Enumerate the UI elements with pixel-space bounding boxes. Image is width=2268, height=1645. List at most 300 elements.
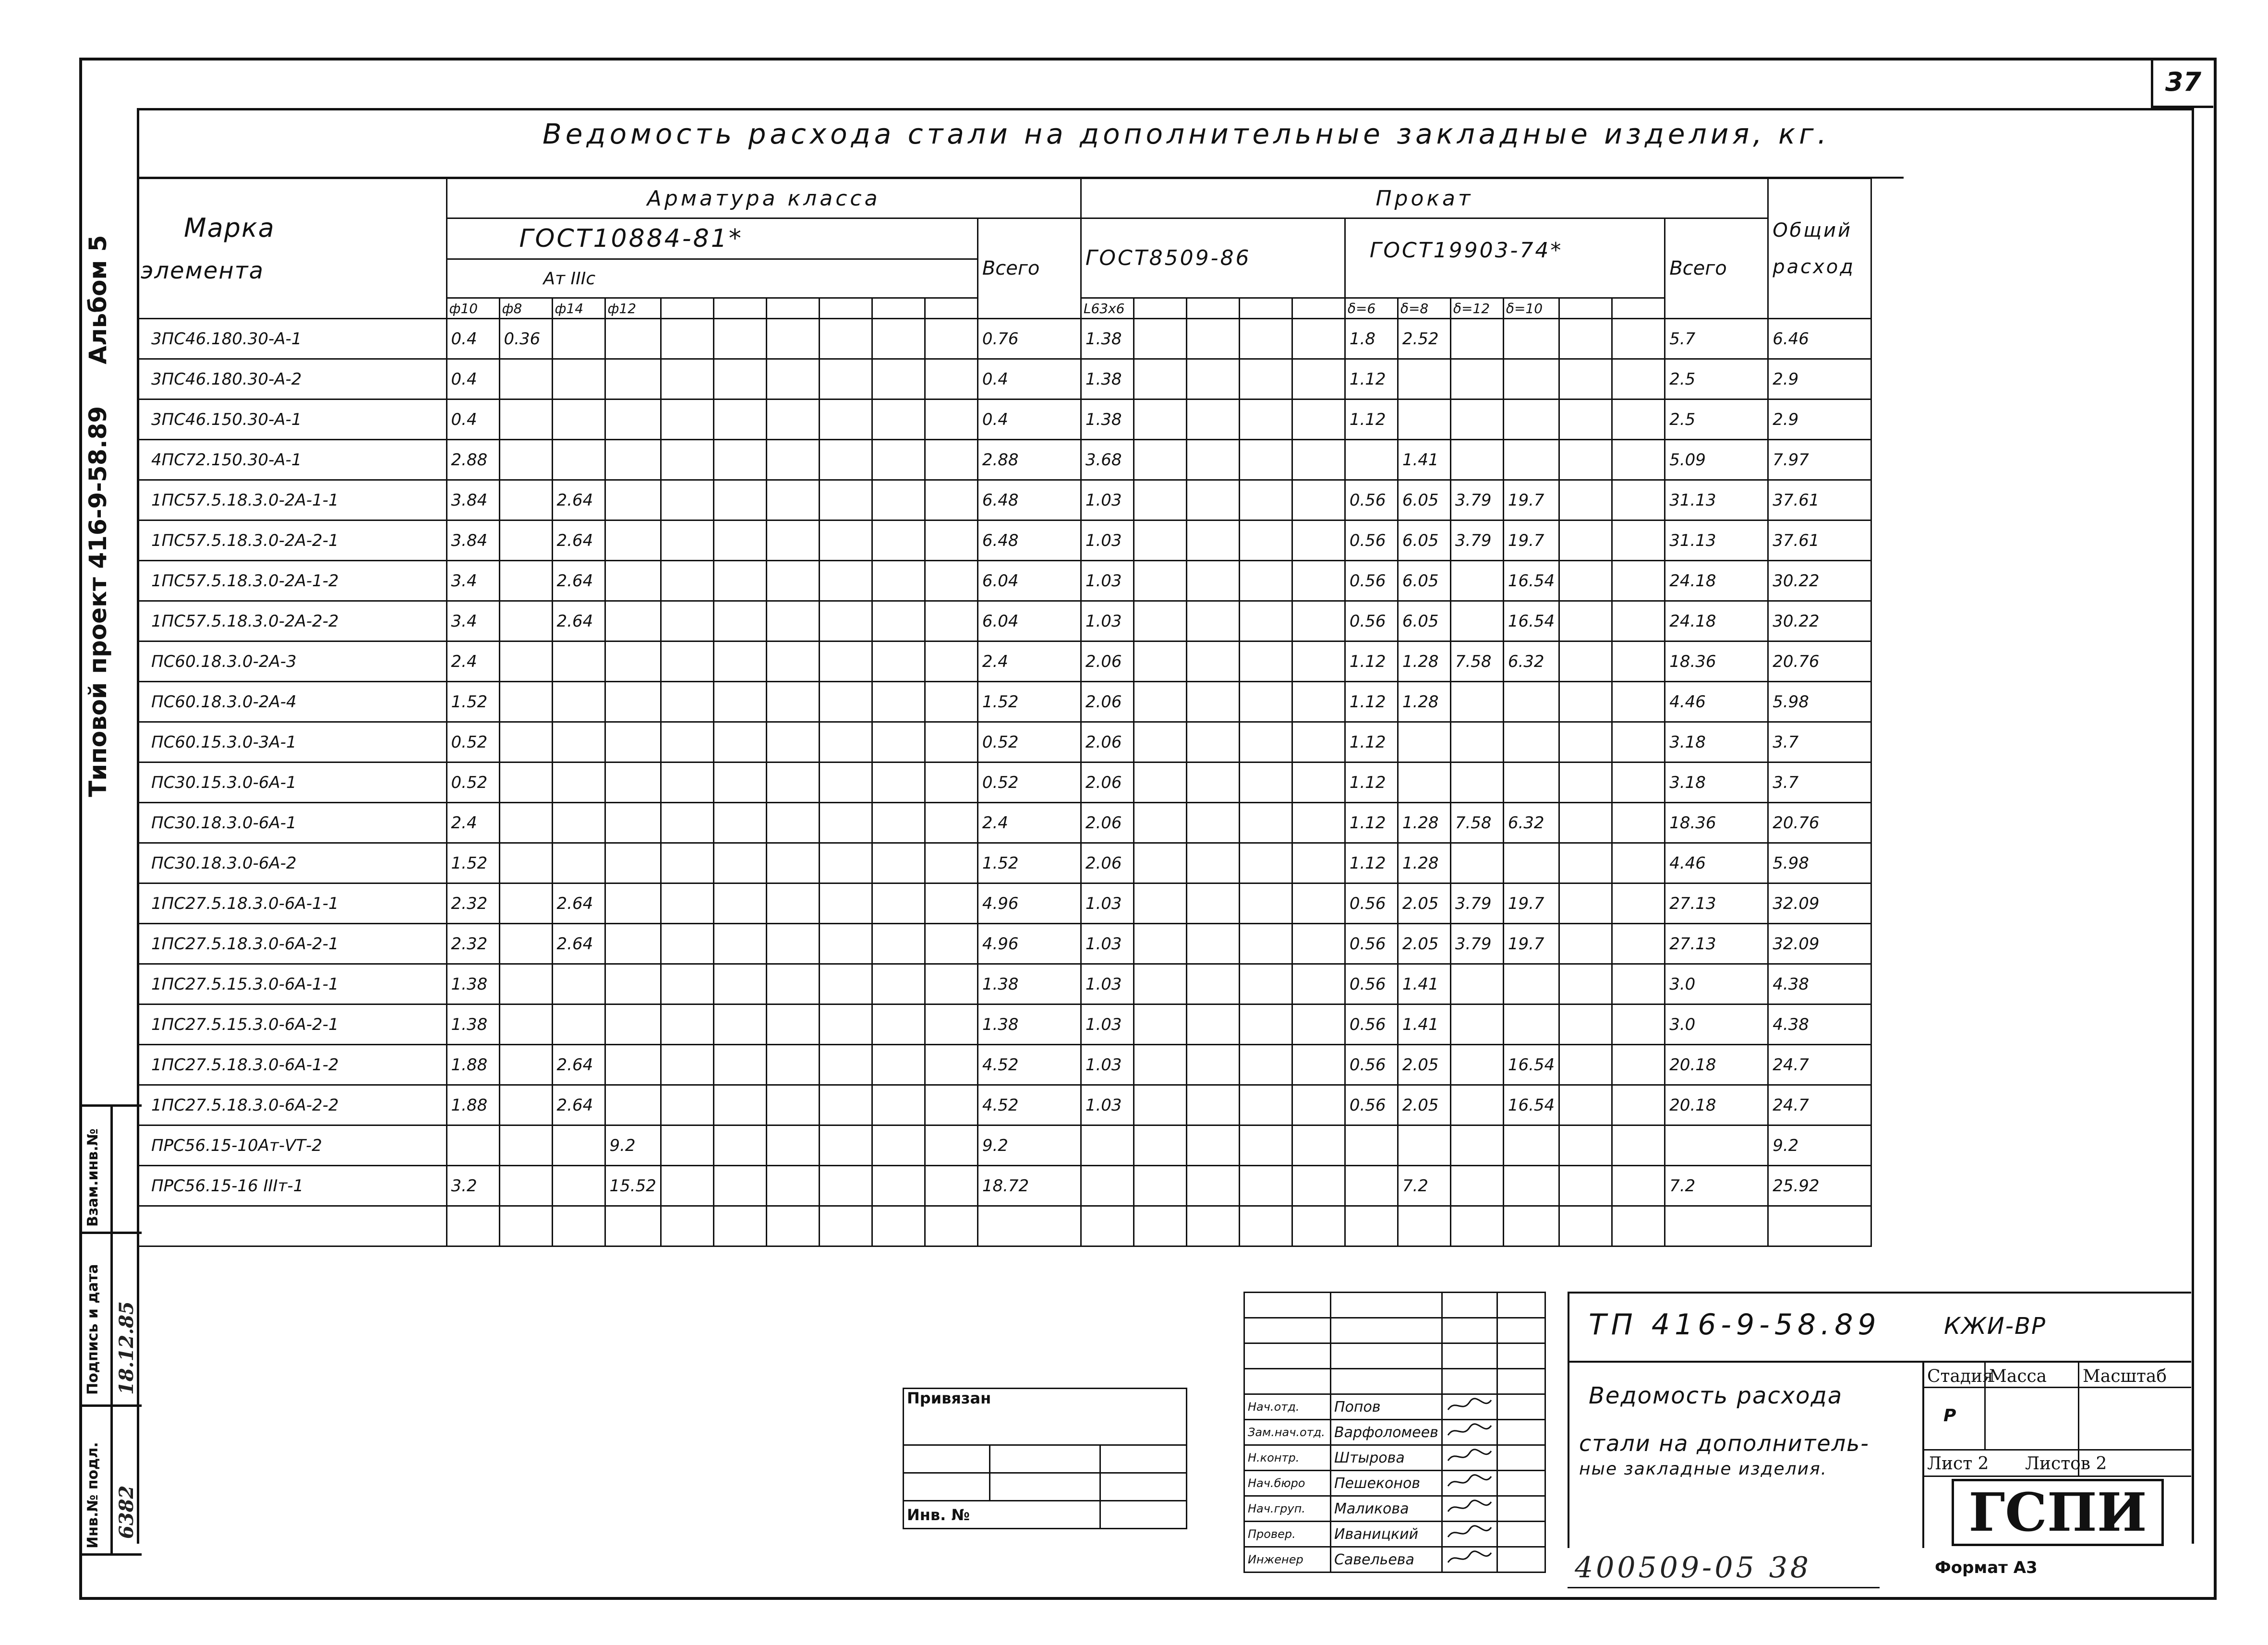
cell-s10: 19.7 [1503,924,1559,964]
cell-d12: 15.52 [605,1166,661,1206]
cell-empty [1559,762,1612,803]
cell-empty [1186,762,1239,803]
cell-empty [1450,1206,1503,1246]
cell-empty [661,561,713,601]
cell-d14 [552,1166,605,1206]
cell-empty [925,601,977,641]
cell-ptotal: 3.0 [1665,1004,1768,1045]
cell-d8 [499,641,552,682]
cell-empty [925,1125,977,1166]
cell-rtotal: 6.04 [977,601,1081,641]
signature-scribble [1446,1447,1494,1464]
cell-all: 2.9 [1768,399,1871,440]
cell-empty [713,359,766,399]
cell-empty [766,520,819,561]
cell-d8 [499,722,552,762]
cell-empty [661,1085,713,1125]
signature [1442,1420,1497,1445]
cell-s12: 3.79 [1450,883,1503,924]
cell-empty [1559,964,1612,1004]
cell-d8 [499,520,552,561]
cell-empty [1612,641,1665,682]
left-stamp-divider [110,1107,113,1553]
cell-ptotal: 20.18 [1665,1045,1768,1085]
cell-empty [925,722,977,762]
sub-empty [925,298,977,319]
cell-s6: 1.12 [1345,641,1398,682]
cell-empty [819,762,872,803]
cell-s10 [1503,762,1559,803]
cell-s12 [1450,1004,1503,1045]
signature [1442,1496,1497,1522]
staff-row [1244,1547,1545,1572]
cell-s8: 2.05 [1398,1045,1450,1085]
cell-mark: ПС30.18.3.0-6А-1 [137,803,446,843]
cell-empty [766,1166,819,1206]
cell-mark: 3ПС46.180.30-А-2 [137,359,446,399]
cell-empty [1559,1004,1612,1045]
cell-mark: ПРС56.15-10Ат-VТ-2 [137,1125,446,1166]
cell-empty [661,1125,713,1166]
cell-empty [925,440,977,480]
cell-empty [1134,601,1186,641]
signature [1442,1471,1497,1496]
cell-empty [713,1004,766,1045]
cell-empty [1239,440,1292,480]
cell-empty [1186,682,1239,722]
cell-mark: 1ПС57.5.18.3.0-2А-2-2 [137,601,446,641]
table-row [137,843,1871,883]
cell-empty [1612,682,1665,722]
cell-ptotal [1665,1125,1768,1166]
cell-empty [766,359,819,399]
cell-empty [661,641,713,682]
cell-s12: 3.79 [1450,520,1503,561]
sub-empty [766,298,819,319]
sub-s8: δ=8 [1398,298,1450,319]
cell-empty [1398,1206,1450,1246]
sub-empty [1612,298,1665,319]
left-stamp-sep-1 [82,1232,142,1234]
cell-mark: ПС30.15.3.0-6А-1 [137,762,446,803]
cell-d10: 3.84 [446,520,499,561]
cell-empty [1292,843,1345,883]
cell-d10: 3.2 [446,1166,499,1206]
mass-label: Масса [1989,1367,2047,1386]
cell-all: 3.7 [1768,722,1871,762]
cell-mark: ПС60.15.3.0-3А-1 [137,722,446,762]
signature-scribble [1446,1549,1494,1566]
cell-s8: 6.05 [1398,561,1450,601]
cell-empty [661,480,713,520]
cell-s12 [1450,359,1503,399]
table-row [137,1166,1871,1206]
cell-empty [766,682,819,722]
cell-s8: 1.28 [1398,803,1450,843]
cell-empty [766,1085,819,1125]
cell-empty [1239,843,1292,883]
cell-l63: 1.38 [1081,319,1134,359]
cell-d14 [552,319,605,359]
cell-s10: 6.32 [1503,803,1559,843]
cell-empty [661,359,713,399]
cell-empty [1134,480,1186,520]
cell-d12 [605,319,661,359]
cell-empty [925,1166,977,1206]
cell-d10: 3.4 [446,561,499,601]
cell-empty [766,843,819,883]
cell-d8 [499,480,552,520]
staff-date [1497,1394,1545,1420]
cell-empty [499,1206,552,1246]
cell-s8: 2.05 [1398,883,1450,924]
cell-empty [1239,1045,1292,1085]
cell-empty [766,722,819,762]
table-row [137,883,1871,924]
cell-empty [925,359,977,399]
cell-ptotal: 2.5 [1665,399,1768,440]
bound-cell [990,1445,1100,1473]
cell-empty [1612,520,1665,561]
cell-l63: 1.03 [1081,601,1134,641]
cell-empty [661,682,713,722]
cell-all: 32.09 [1768,924,1871,964]
cell-empty [766,561,819,601]
cell-empty [766,399,819,440]
cell-empty [713,843,766,883]
cell-mark: 1ПС27.5.18.3.0-6А-1-2 [137,1045,446,1085]
cell-s6: 1.12 [1345,359,1398,399]
cell-s12 [1450,1166,1503,1206]
cell-empty [1186,924,1239,964]
bound-label: Привязан [904,1389,1187,1445]
cell-empty [819,319,872,359]
part-code: КЖИ-ВР [1944,1313,2046,1340]
cell-empty [1134,682,1186,722]
staff-date [1497,1471,1545,1496]
staff-role: Провер. [1244,1522,1331,1547]
cell-s6: 1.12 [1345,682,1398,722]
cell-empty [1292,1206,1345,1246]
staff-row [1244,1522,1545,1547]
cell-all: 6.46 [1768,319,1871,359]
page-title: Ведомость расхода стали на дополнительные закладные изделия, кг. [543,118,1831,150]
cell-empty [1186,1085,1239,1125]
cell-ptotal: 5.7 [1665,319,1768,359]
cell-d12 [605,722,661,762]
cell-empty [661,1166,713,1206]
cell-empty [1292,561,1345,601]
rolled-total-header: Всего [1665,218,1768,319]
cell-empty [1612,601,1665,641]
cell-empty [1186,803,1239,843]
cell-empty [1134,1206,1186,1246]
sub-d10: ф10 [446,298,499,319]
cell-empty [872,843,925,883]
cell-empty [925,924,977,964]
cell-rtotal: 4.52 [977,1045,1081,1085]
cell-d10: 0.52 [446,722,499,762]
cell-d12: 9.2 [605,1125,661,1166]
bound-cell [904,1473,990,1501]
cell-rtotal: 18.72 [977,1166,1081,1206]
cell-empty [1612,883,1665,924]
cell-l63: 1.03 [1081,520,1134,561]
staff-row [1244,1471,1545,1496]
cell-d10: 0.4 [446,319,499,359]
cell-empty [1134,561,1186,601]
cell-s12 [1450,722,1503,762]
cell-empty [1186,561,1239,601]
cell-d12 [605,682,661,722]
cell-empty [872,1166,925,1206]
staff-date [1497,1496,1545,1522]
cell-d14 [552,641,605,682]
cell-rtotal: 1.52 [977,843,1081,883]
cell-empty [1186,722,1239,762]
cell-empty [661,399,713,440]
rebar-group-header: Арматура класса [446,179,1081,218]
cell-empty [925,480,977,520]
sheet-label: Лист 2 [1927,1454,1989,1474]
cell-d10: 1.38 [446,1004,499,1045]
sub-d12: ф12 [605,298,661,319]
cell-empty [1665,1206,1768,1246]
table-row [137,520,1871,561]
cell-empty [661,601,713,641]
cell-empty [713,762,766,803]
cell-d14 [552,1125,605,1166]
cell-all: 25.92 [1768,1166,1871,1206]
cell-s6: 1.8 [1345,319,1398,359]
cell-s6: 1.12 [1345,803,1398,843]
table-row [137,440,1871,480]
cell-ptotal: 24.18 [1665,601,1768,641]
cell-empty [1559,803,1612,843]
cell-empty [713,803,766,843]
cell-empty [713,641,766,682]
cell-d8 [499,883,552,924]
cell-d8 [499,1125,552,1166]
signature [1442,1445,1497,1471]
cell-empty [1612,359,1665,399]
cell-empty [925,883,977,924]
archive-number: 400509-05 38 [1575,1551,1812,1585]
cell-s12 [1450,964,1503,1004]
cell-d14: 2.64 [552,601,605,641]
cell-empty [1559,601,1612,641]
cell-s8: 2.52 [1398,319,1450,359]
cell-empty [819,722,872,762]
cell-ptotal: 3.18 [1665,762,1768,803]
cell-empty [819,440,872,480]
cell-empty [872,1085,925,1125]
cell-mark: 1ПС57.5.18.3.0-2А-2-1 [137,520,446,561]
cell-empty [1239,601,1292,641]
cell-empty [661,319,713,359]
cell-all: 2.9 [1768,359,1871,399]
cell-all: 37.61 [1768,480,1871,520]
cell-s8: 1.28 [1398,843,1450,883]
cell-empty [1186,1166,1239,1206]
cell-empty [1559,561,1612,601]
cell-empty [872,883,925,924]
cell-empty [1559,843,1612,883]
table-row [137,319,1871,359]
cell-empty [1292,964,1345,1004]
cell-empty [713,682,766,722]
cell-empty [661,762,713,803]
doc-title-2: стали на дополнитель- [1579,1430,1870,1456]
cell-d10: 2.32 [446,924,499,964]
cell-empty [1559,1166,1612,1206]
cell-empty [766,319,819,359]
cell-d12 [605,1045,661,1085]
cell-s10 [1503,399,1559,440]
cell-empty [1239,480,1292,520]
cell-empty [872,480,925,520]
cell-empty [766,1206,819,1246]
staff-name: Попов [1331,1394,1442,1420]
cell-d12 [605,924,661,964]
cell-d8 [499,762,552,803]
rebar-class: Ат IIIс [446,259,977,298]
table-row [137,359,1871,399]
cell-d12 [605,359,661,399]
org-logo: ГСПИ [1952,1479,2163,1546]
cell-d12 [605,883,661,924]
cell-empty [713,480,766,520]
cell-s10 [1503,682,1559,722]
cell-d8 [499,1085,552,1125]
cell-all: 30.22 [1768,601,1871,641]
cell-empty [1239,399,1292,440]
cell-empty [1239,883,1292,924]
sub-empty [713,298,766,319]
cell-mark: 3ПС46.180.30-А-1 [137,319,446,359]
cell-empty [766,883,819,924]
cell-empty [1134,440,1186,480]
cell-empty [925,803,977,843]
cell-empty [661,1206,713,1246]
cell-empty [1292,762,1345,803]
cell-all: 9.2 [1768,1125,1871,1166]
cell-empty [766,964,819,1004]
cell-empty [872,924,925,964]
cell-empty [1612,1125,1665,1166]
cell-empty [1292,1004,1345,1045]
cell-d8 [499,399,552,440]
cell-empty [1292,924,1345,964]
cell-empty [1186,480,1239,520]
cell-empty [1134,319,1186,359]
cell-empty [1559,883,1612,924]
sub-empty [1292,298,1345,319]
cell-empty [819,1166,872,1206]
cell-empty [766,762,819,803]
cell-empty [713,722,766,762]
project-code: ТП 416-9-58.89 [1589,1308,1881,1342]
cell-d8: 0.36 [499,319,552,359]
org-cell [1924,1477,2191,1548]
cell-empty [819,399,872,440]
cell-empty [819,883,872,924]
cell-empty [1186,601,1239,641]
cell-rtotal: 1.38 [977,964,1081,1004]
cell-empty [872,1125,925,1166]
cell-l63 [1081,1166,1134,1206]
cell-empty [819,520,872,561]
cell-d12 [605,1085,661,1125]
cell-empty [819,803,872,843]
bound-cell [1100,1501,1187,1529]
inv-label: Инв. № [904,1501,1100,1529]
cell-empty [819,1004,872,1045]
cell-empty [1612,722,1665,762]
cell-s12: 7.58 [1450,641,1503,682]
table-row [137,1125,1871,1166]
cell-s12 [1450,843,1503,883]
cell-rtotal: 4.52 [977,1085,1081,1125]
cell-empty [1134,883,1186,924]
cell-empty [872,399,925,440]
cell-empty [137,1206,446,1246]
cell-all: 7.97 [1768,440,1871,480]
cell-d14: 2.64 [552,480,605,520]
cell-empty [1239,803,1292,843]
sub-l63: L63x6 [1081,298,1134,319]
cell-ptotal: 20.18 [1665,1085,1768,1125]
cell-empty [1134,1125,1186,1166]
bound-cell [990,1473,1100,1501]
cell-ptotal: 3.0 [1665,964,1768,1004]
sub-empty [819,298,872,319]
cell-l63: 2.06 [1081,803,1134,843]
cell-empty [1503,1206,1559,1246]
cell-d8 [499,924,552,964]
cell-d14 [552,1004,605,1045]
replace-inv-label: Взам.инв.№ [84,1128,101,1227]
cell-mark: 1ПС27.5.15.3.0-6А-2-1 [137,1004,446,1045]
sheets-label: Листов 2 [2025,1454,2107,1474]
cell-empty [1292,480,1345,520]
staff-role: Нач.отд. [1244,1394,1331,1420]
cell-all: 5.98 [1768,682,1871,722]
cell-s6: 1.12 [1345,843,1398,883]
staff-date [1497,1522,1545,1547]
cell-empty [713,1045,766,1085]
cell-empty [1134,399,1186,440]
cell-d14 [552,682,605,722]
cell-empty [1239,359,1292,399]
cell-empty [1612,964,1665,1004]
cell-empty [1559,722,1612,762]
cell-s10 [1503,843,1559,883]
cell-s8 [1398,399,1450,440]
cell-rtotal: 4.96 [977,924,1081,964]
cell-empty [713,924,766,964]
cell-d14 [552,843,605,883]
cell-empty [925,1206,977,1246]
cell-empty [925,520,977,561]
cell-mark: ПС60.18.3.0-2А-4 [137,682,446,722]
bound-cell [904,1445,990,1473]
cell-mark: 1ПС27.5.15.3.0-6А-1-1 [137,964,446,1004]
cell-empty [605,1206,661,1246]
cell-mark: 1ПС27.5.18.3.0-6А-2-1 [137,924,446,964]
cell-empty [1559,1125,1612,1166]
cell-empty [1292,440,1345,480]
